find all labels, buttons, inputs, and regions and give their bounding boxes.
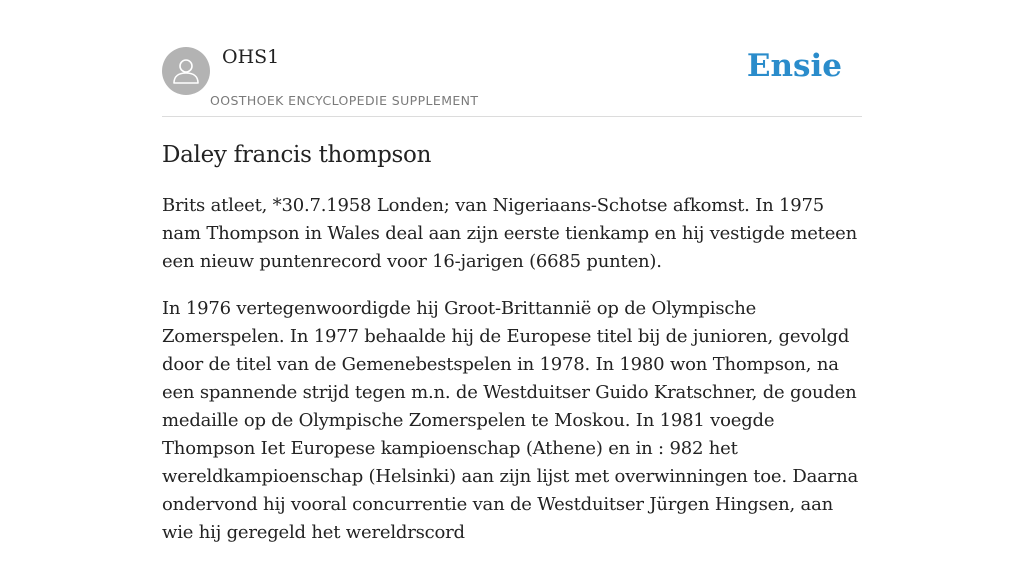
- user-icon: [162, 47, 210, 95]
- page-header: [162, 0, 862, 117]
- site-logo[interactable]: Ensie: [746, 48, 842, 84]
- article-paragraph: In 1976 vertegenwoordigde hij Groot-Brittannië op de Olympische Zomerspelen. In 1977 behaalde hij de Europese titel bij de junioren, gevolgd door de titel van de Gemenebestspelen in 1978. In 1980 won Thompson, na een spannende strijd tegen m.n. de Westduitser Guido Kratschner, de gouden medaille op de Olympische Zomerspelen te Moskou. In 1981 voegde Thompson Iet Europese kampioenschap (Athene) en in : 982 het wereldkampioenschap (Helsinki) aan zijn lijst met overwinningen toe. Daarna ondervond hij vooral concurrentie van de Westduitser Jürgen Hingsen, aan wie hij geregeld het wereldrscord: [162, 298, 858, 543]
- article-paragraph: Brits atleet, *30.7.1958 Londen; van Nigeriaans-Schotse afkomst. In 1975 nam Thompson in Wales deal aan zijn eerste tienkamp en hij vestigde meteen een nieuw puntenrecord voor 16-jarigen (6685 punten).: [162, 195, 858, 272]
- article-title: Daley francis thompson: [162, 142, 432, 168]
- author-name[interactable]: OHS1: [222, 46, 280, 68]
- avatar[interactable]: [162, 47, 210, 95]
- article: [162, 138, 862, 566]
- source-name[interactable]: OOSTHOEK ENCYCLOPEDIE SUPPLEMENT: [210, 93, 479, 108]
